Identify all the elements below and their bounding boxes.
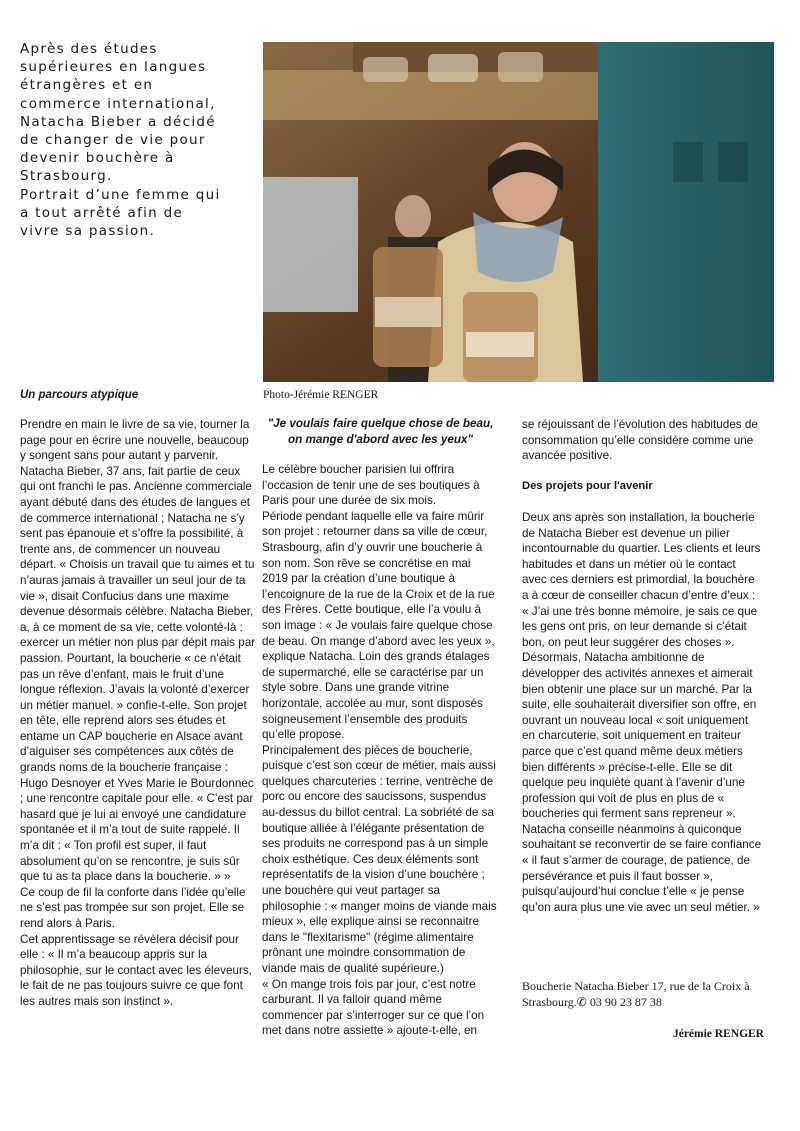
intro-text: Après des études supérieures en langues étrangères et en commerce international, Natacha Bieber a décidé de changer de vie pour devenir bouchère à Strasbourg. Portrait d’une femme qui a tout arrêté afin de vivre sa passion. — [20, 41, 221, 240]
col2-paragraph: « On mange trois fois par jour, c’est notre carburant. Il va falloir quand même commencer par s’interroger sur ce que l’on met dans notre assiette » ajoute-t-elle, en — [262, 977, 485, 1038]
pull-quote: "Je voulais faire quelque chose de beau, on mange d'abord avec les yeux" — [267, 417, 494, 446]
col1-paragraph: Cet apprentissage se révèlera décisif pour elle : « Il m’a beaucoup appris sur la philosophie, sur le contact avec les éleveurs, le fait de ne pas toujours suivre ce que font les autres mais son instinct ». — [20, 932, 252, 1008]
photo-credit: Photo-Jérémie RENGER — [263, 389, 379, 401]
photo-butcher-shop-icon — [263, 42, 774, 382]
column-1 — [20, 417, 256, 1010]
col3-paragraph: Désormais, Natacha ambitionne de développer des activités annexes et aimerait bien obtenir une place sur un marché. Par la suite, elle souhaiterait diversifier son offre, en ouvrant un nouveau local « soit uniquement en charcuterie, soit uniquement en traiteur parce que c’est quand même deux métiers bien différents » précise-t-elle. Elle se dit quelque peu inquiète quant à l’avenir d’une profession qui voit de plus en plus de « boucheries qui ferment sans repreneur ». Natacha conseille néanmoins à quiconque souhaitant se reconvertir de se faire confiance « il faut s’armer de courage, de patience, de persévérance et puis il faut bosser », puisqu’aujourd’hui conclue t’elle « je pense qu’on aura plus une vie avec un seul métier. » — [522, 651, 762, 914]
section-heading-projets: Des projets pour l'avenir — [522, 480, 653, 492]
column-3-top — [522, 417, 762, 464]
col1-paragraph: Ce coup de fil la conforte dans l’idée qu’elle ne s’est pas trompée sur son projet. Elle se rend alors à Paris. — [20, 885, 246, 930]
col3-top-paragraph: se réjouissant de l’évolution des habitudes de consommation qu’elle considère comme une avancée positive. — [522, 418, 758, 463]
article-photo — [263, 42, 774, 382]
col1-paragraph: Prendre en main le livre de sa vie, tourner la page pour en écrire une nouvelle, beaucoup y songent sans pour autant y parvenir. Natacha Bieber, 37 ans, fait partie de ceux qui ont franchi le pas. Ancienne commerciale ayant débuté dans des études de langues et de commerce international ; Natacha ne s’y sent pas épanouie et s’offre la possibilité, à trente ans, de commencer un nouveau départ. « Choisis un travail que tu aimes et tu n’auras jamais à travailler un seul jour de ta vie », disait Confucius dans une maxime devenue désormais célèbre. Natacha Bieber, a, à ce moment de sa vie, cette volonté-là : exercer un métier non plus par dépit mais par passion. Pourtant, la boucherie « ce n’était pas un rêve d’enfant, mais le fruit d’une longue réflexion. J’avais la volonté d’exercer un métier manuel. » confie-t-elle. Son projet en tête, elle reprend alors ses études et entame un CAP boucherie en Alsace avant d’aiguiser ses compétences aux côtés de grands noms de la boucherie française : Hugo Desnoyer et Yves Marie le Bourdonnec ; une rencontre capitale pour elle. « C’est par hasard que je lui ai envoyé une candidature spontanée et il m’a tout de suite rappelé. Il m’a dit : « Ton profil est super, il faut absolument qu’on se rencontre, je suis sûr que tu as ta place dans la boucherie. » » — [20, 418, 256, 884]
col2-paragraph: Le célèbre boucher parisien lui offrira l’occasion de tenir une de ses boutiques à Paris pour une durée de six mois. — [262, 463, 480, 508]
column-2 — [262, 462, 499, 1039]
section-heading-parcours: Un parcours atypique — [20, 389, 139, 401]
column-3 — [522, 510, 762, 915]
col3-paragraph: Deux ans après son installation, la boucherie de Natacha Bieber est devenue un pilier incontournable du quartier. Les clients et leurs habitudes et dans un métier où le contact avec ces derniers est primordial, la bouchère a à cœur de conseiller chacun d’entre d’eux : « J’ai une très bonne mémoire, je sais ce que les gens ont pris, on leur demande si c’était bon, on peut leur suggérer des choses ». — [522, 511, 761, 649]
col2-paragraph: Période pendant laquelle elle va faire mûrir son projet : retourner dans sa ville de cœur, Strasbourg, afin d’y ouvrir une boucherie à son nom. Son rêve se concrétise en mai 2019 par la création d’une boutique à l’encoignure de la rue de la Croix et de la rue des Frères. Cette boutique, elle l’a voulu à son image : « Je voulais faire quelque chose de beau. On mange d’abord avec les yeux », explique Natacha. Loin des grands étalages de supermarché, elle se caractérise par un style sobre. Dans une grande vitrine horizontale, accolée au mur, sont disposés soigneusement l’ensemble des produits qu’elle propose. — [262, 509, 495, 742]
shop-address: Boucherie Natacha Bieber 17, rue de la Croix à Strasbourg.✆ 03 90 23 87 38 — [522, 979, 750, 1009]
col2-paragraph: Principalement des pièces de boucherie, puisque c’est son cœur de métier, mais aussi quelques charcuteries : terrine, ventrèche de porc ou encore des saucissons, suspendus au-dessus du billot central. La sobriété de sa boutique alliée à l’élégante présentation de ses produits ne correspond pas à un simple choix esthétique. Ces deux éléments sont représentatifs de la vision d’une bouchère ; une bouchère qui veut partager sa philosophie : « manger moins de viande mais mieux », elle explique ainsi se reconnaitre dans le "flexitarisme" (régime alimentaire prônant une moindre consommation de viande mais de qualité supérieure.) — [262, 743, 497, 975]
author-signature: Jérémie RENGER — [672, 1028, 764, 1040]
